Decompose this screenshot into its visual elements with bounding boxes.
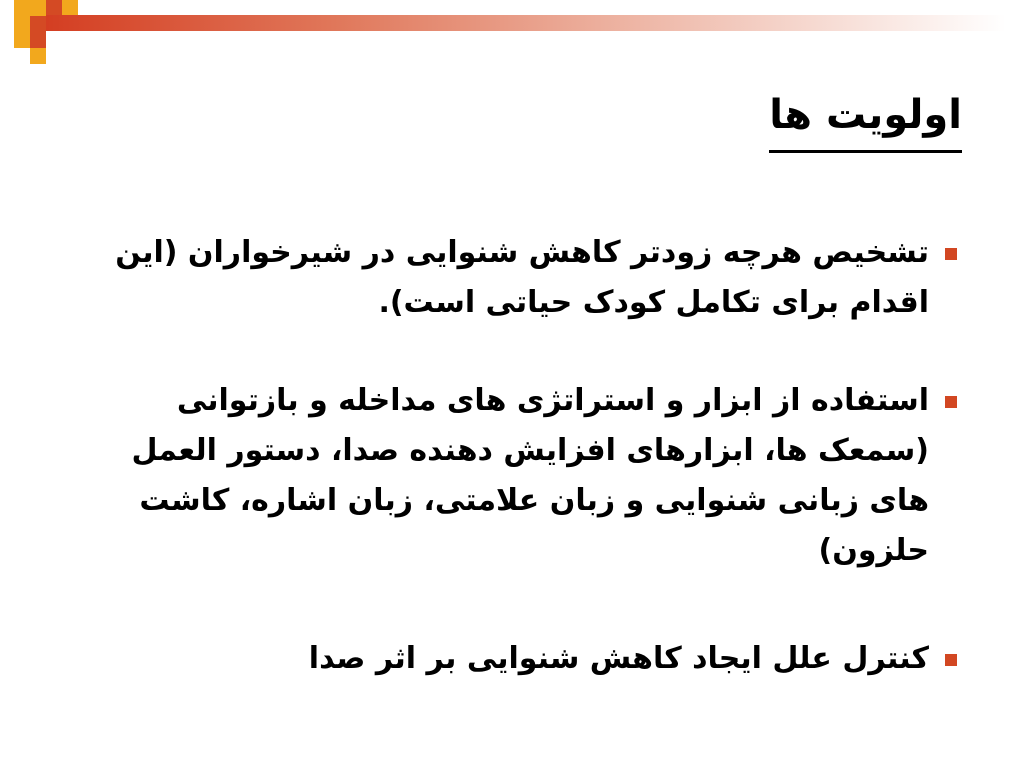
bullet-list [78, 228, 958, 684]
corner-square-gold [62, 0, 78, 16]
corner-square-gold [14, 32, 30, 48]
corner-square-red [30, 16, 46, 32]
bullet-line: حلزون) [818, 533, 929, 568]
bullet-line: استفاده از ابزار و استراتژی های مداخله و بازتوانی [176, 383, 929, 418]
corner-square-red [46, 0, 62, 16]
slide-title: اولویت ها [769, 82, 962, 153]
corner-square-gold [30, 48, 46, 64]
corner-square-gold [14, 0, 30, 16]
bullet-line: تشخیص هرچه زودتر کاهش شنوایی در شیرخواران (این [115, 235, 929, 270]
square-bullet-icon [945, 248, 957, 260]
bullet-line: اقدام برای تکامل کودک حیاتی است). [378, 285, 929, 320]
decorative-gradient-bar [46, 15, 1006, 31]
bullet-line: های زبانی شنوایی و زبان علامتی، زبان اشاره، کاشت [139, 483, 929, 518]
bullet-item [78, 376, 958, 576]
corner-square-gold [30, 0, 46, 16]
bullet-item [78, 634, 958, 684]
bullet-line: کنترل علل ایجاد کاهش شنوایی بر اثر صدا [308, 641, 929, 676]
square-bullet-icon [945, 654, 957, 666]
corner-square-gold [14, 16, 30, 32]
bullet-line: (سمعک ها، ابزارهای افزایش دهنده صدا، دستور العمل [131, 433, 929, 468]
bullet-item [78, 228, 958, 328]
square-bullet-icon [945, 396, 957, 408]
corner-square-red [30, 32, 46, 48]
